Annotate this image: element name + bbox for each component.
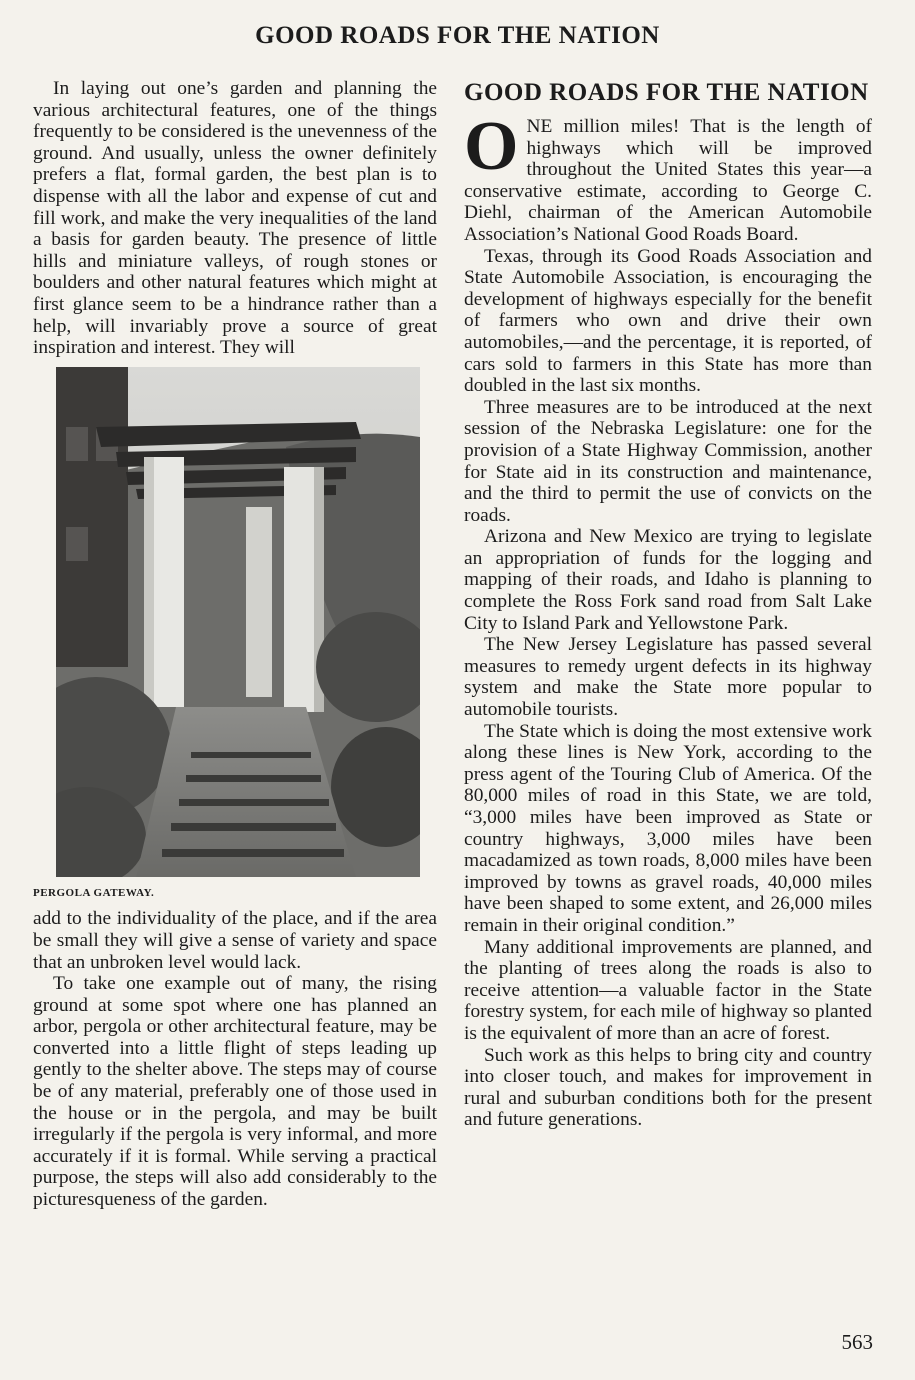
drop-cap: O <box>464 108 519 185</box>
garden-example-paragraph: To take one example out of many, the rising ground at some spot where one has planned an arbor, pergola or other architectural feature, may be converted into a little flight of steps leading up gently to the shelter above. The steps may of course be of any material, preferably one of those used in the house or in the pergola, and may be built irregularly if the pergola is very informal, and more accurately if it is formal. While serving a practical purpose, the steps will also add considerably to the picturesqueness of the garden. <box>33 973 437 1211</box>
roads-paragraph-new-jersey: The New Jersey Legislature has passed several measures to remedy urgent defects in its highway system and make the State more popular to automobile tourists. <box>464 634 872 721</box>
roads-paragraph-arizona: Arizona and New Mexico are trying to legislate an appropriation of funds for the logging and mapping of their roads, and Idaho is planning to complete the Ross Fork sand road from Salt Lake City to Island Park and Yellowstone Park. <box>464 526 872 634</box>
roads-paragraph-nebraska: Three measures are to be introduced at the next session of the Nebraska Legislature: one for the provision of a State Highway Commission, another for State aid in its construction and maintenance, and the third to permit the use of convicts on the roads. <box>464 396 872 526</box>
page-number: 563 <box>841 1330 873 1354</box>
figure-caption: PERGOLA GATEWAY. <box>33 886 155 899</box>
garden-intro-paragraph: In laying out one’s garden and planning the various architectural features, one of the things frequently to be considered is the unevenness of the ground. And usually, unless the owner definitely prefers a flat, formal garden, the best plan is to dispense with all the labor and expense of cut and fill work, and make the very inequalities of the land a basis for garden beauty. The presence of little hills and miniature valleys, of rough stones or boulders and other natural features which might at first glance seem to be a hindrance rather than a help, will invariably prove a source of great inspiration and interest. They will <box>33 78 437 359</box>
garden-continued-paragraph: add to the individuality of the place, and if the area be small they will give a sense of variety and space that an unbroken level would lack. <box>33 908 437 973</box>
pergola-gateway-photo <box>56 367 420 877</box>
roads-paragraph-conclusion: Such work as this helps to bring city and country into closer touch, and makes for improvement in rural and suburban conditions both for the present and future generations. <box>464 1044 872 1131</box>
pergola-figure <box>33 367 420 905</box>
article-title: GOOD ROADS FOR THE NATION <box>464 79 869 106</box>
roads-paragraph-new-york: The State which is doing the most extensive work along these lines is New York, according to the press agent of the Touring Club of America. Of the 80,000 miles of road in this State, we are told, “3,000 miles have been improved as State or country highways, 3,000 miles have been macadamized as town roads, 8,000 miles have been improved by towns as gravel roads, 40,000 miles have been shaped to some extent, and 26,000 miles remain in their original condition.” <box>464 720 872 936</box>
left-column <box>33 78 437 1211</box>
running-head: GOOD ROADS FOR THE NATION <box>255 22 660 49</box>
roads-paragraph-texas: Texas, through its Good Roads Association and State Automobile Association, is encouraging the development of highways especially for the benefit of farmers who own and drive their own automobiles,—and the percentage, it is reported, of cars sold to farmers in this State has more than doubled in the last six months. <box>464 245 872 397</box>
roads-paragraph-1-text: NE million miles! That is the length of highways which will be improved throughout the United States this year—a conservative estimate, according to George C. Diehl, chairman of the American Automobile Association’s National Good Roads Board. <box>464 116 872 245</box>
right-column <box>464 78 872 1131</box>
roads-paragraph-improvements: Many additional improvements are planned, and the planting of trees along the roads is also to receive attention—a valuable factor in the State forestry system, for each mile of highway so planted is the equivalent of more than an acre of forest. <box>464 936 872 1044</box>
roads-paragraph-1 <box>464 108 872 246</box>
